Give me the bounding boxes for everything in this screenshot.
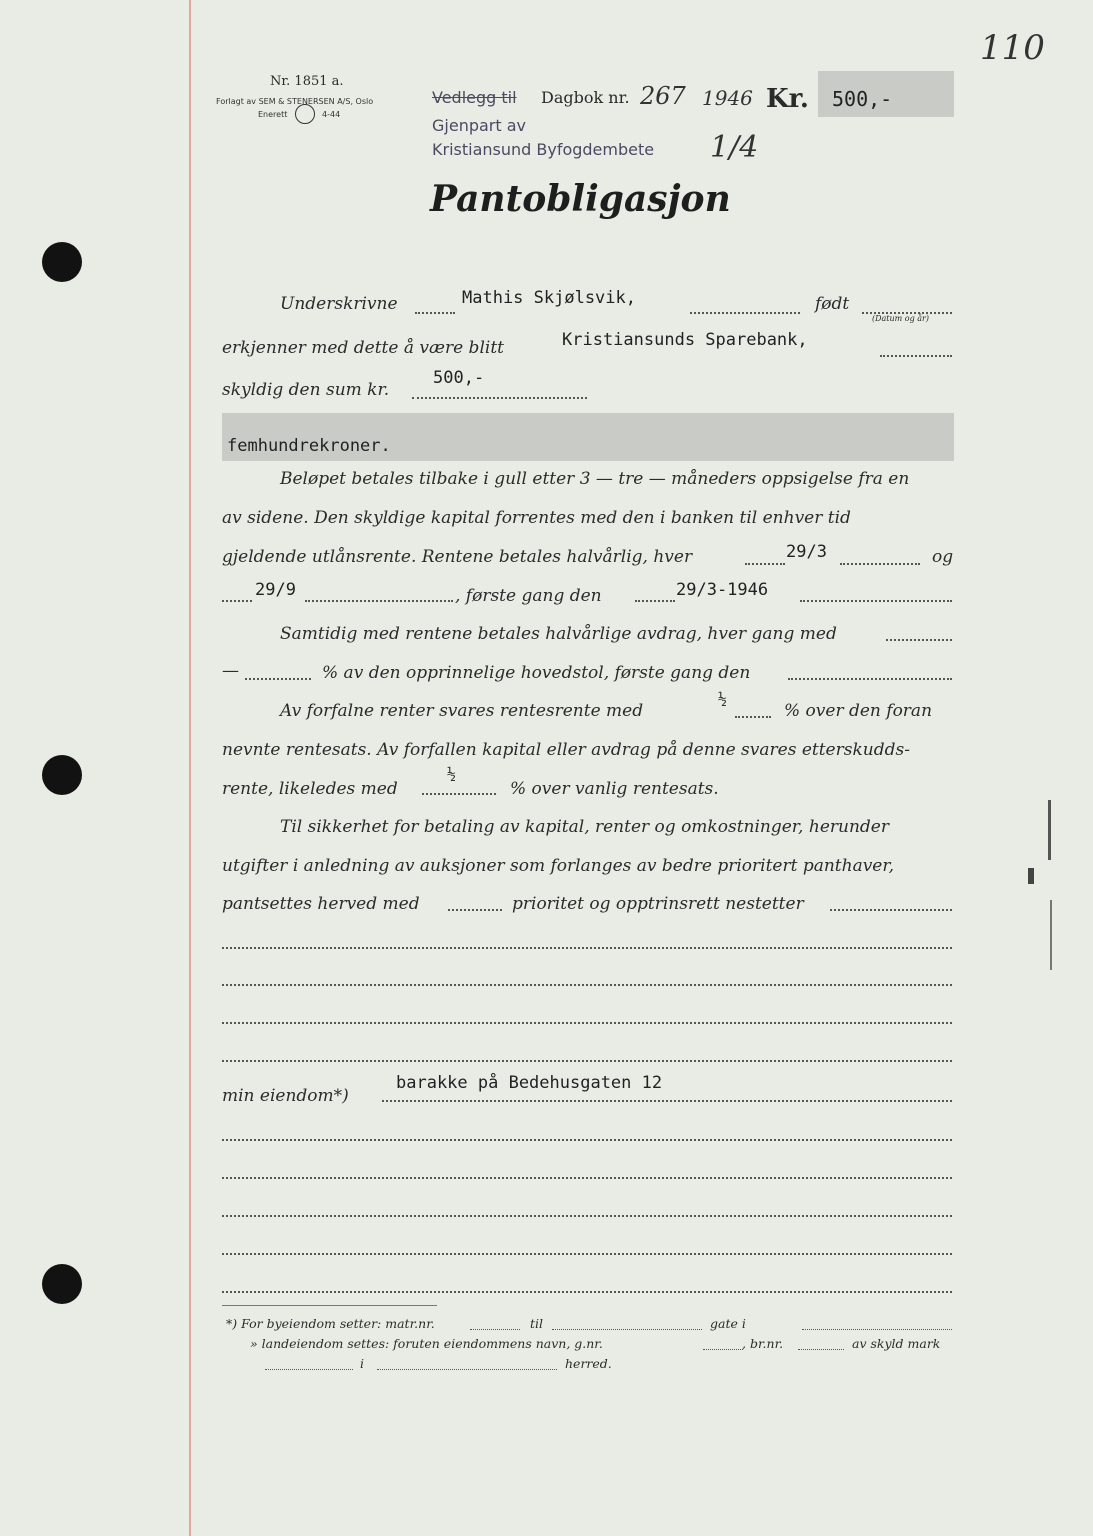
para3-line1b: % over den foran — [784, 701, 933, 721]
page-number: 110 — [980, 28, 1045, 68]
dotted-leader — [382, 1100, 952, 1102]
form-number: Nr. 1851 a. — [270, 74, 344, 89]
interest-date-2: 29/9 — [255, 580, 296, 600]
dagbok-year: 1946 — [702, 86, 753, 110]
compound-rate: ½ — [718, 690, 728, 708]
para3-line3b: % over vanlig rentesats. — [510, 779, 719, 799]
first-interest-date: 29/3-1946 — [676, 580, 769, 600]
erkj-label: erkjenner med dette å være blitt — [222, 338, 504, 358]
para3-line1: Av forfalne renter svares rentesrente med — [280, 701, 644, 721]
footnote-l2b: , br.nr. — [742, 1336, 784, 1351]
scan-mark — [1048, 800, 1051, 860]
dotted-leader — [305, 600, 453, 602]
late-rate: ½ — [447, 765, 457, 783]
dagbok-label: Dagbok nr. — [541, 88, 630, 107]
para4-line3a: pantsettes herved med — [222, 894, 420, 914]
debtor-name: Mathis Skjølsvik, — [462, 288, 636, 308]
interest-date-1: 29/3 — [786, 542, 827, 562]
blank-dotted-line — [222, 1291, 952, 1293]
amount-in-words: femhundrekroner. — [227, 436, 391, 456]
dotted-leader — [800, 600, 952, 602]
forste-gang-label: , første gang den — [455, 586, 602, 606]
scan-mark — [1028, 868, 1034, 884]
stamp-date: 1/4 — [710, 130, 759, 165]
dotted-leader — [735, 716, 771, 718]
footnote-l1c: gate i — [710, 1316, 746, 1331]
stamp-byfogd: Kristiansund Byfogdembete — [432, 140, 655, 159]
dotted-leader — [802, 1329, 952, 1330]
dagbok-number: 267 — [640, 82, 686, 110]
footnote-l2a: » landeiendom settes: foruten eiendommens navn, g.nr. — [250, 1336, 603, 1351]
publisher-date: 4-44 — [322, 110, 341, 119]
blank-dotted-line — [222, 1253, 952, 1255]
footnote-l1a: *) For byeiendom setter: matr.nr. — [226, 1316, 435, 1331]
publisher-logo-icon — [295, 104, 315, 124]
para3-line2: nevnte rentesats. Av forfallen kapital eller avdrag på denne svares etterskudds- — [222, 740, 910, 760]
blank-dotted-line — [222, 1215, 952, 1217]
creditor-name: Kristiansunds Sparebank, — [562, 330, 808, 350]
margin-rule — [189, 0, 191, 1536]
para3-line3: rente, likeledes med — [222, 779, 398, 799]
fodt-label: født — [815, 294, 850, 314]
dotted-leader — [745, 563, 785, 565]
dotted-leader — [448, 909, 502, 911]
para4-line3b: prioritet og opptrinsrett nestetter — [512, 894, 804, 914]
publisher-enerett: Enerett — [258, 110, 288, 119]
para2-line1: Samtidig med rentene betales halvårlige avdrag, hver gang med — [280, 624, 837, 644]
blank-dotted-line — [222, 947, 952, 949]
footnote-l3b: herred. — [565, 1356, 612, 1371]
publisher-line: Forlagt av SEM & STENERSEN A/S, Oslo — [216, 97, 374, 106]
dotted-leader — [415, 312, 455, 314]
dotted-leader — [880, 355, 952, 357]
dotted-leader — [788, 678, 952, 680]
stamp-vedlegg: Vedlegg til — [432, 88, 517, 107]
skyldig-label: skyldig den sum kr. — [222, 380, 390, 400]
dotted-leader — [886, 639, 952, 641]
para1-line1: Beløpet betales tilbake i gull etter 3 — tre — måneders oppsigelse fra en — [280, 469, 910, 489]
property-description: barakke på Bedehusgaten 12 — [396, 1073, 663, 1093]
og-label: og — [932, 547, 954, 567]
para2-line2: % av den opprinnelige hovedstol, første gang den — [322, 663, 751, 683]
dotted-leader — [830, 909, 952, 911]
blank-dotted-line — [222, 1139, 952, 1141]
dotted-leader — [703, 1349, 743, 1350]
sum-amount: 500,- — [433, 368, 485, 388]
dotted-leader — [840, 563, 920, 565]
dotted-leader — [245, 678, 311, 680]
blank-dotted-line — [222, 1177, 952, 1179]
eiendom-label: min eiendom*) — [222, 1086, 349, 1106]
para4-line2: utgifter i anledning av auksjoner som forlanges av bedre prioritert panthaver, — [222, 856, 895, 876]
dotted-leader — [412, 397, 587, 399]
kr-label: Kr. — [766, 84, 809, 114]
dotted-leader — [222, 600, 252, 602]
stamp-gjenpart: Gjenpart av — [432, 116, 526, 135]
para2-dash: — — [222, 661, 239, 681]
footnote-l2c: av skyld mark — [852, 1336, 941, 1351]
footnote-l1b: til — [530, 1316, 544, 1331]
dotted-leader — [265, 1369, 353, 1370]
dotted-leader — [798, 1349, 844, 1350]
dotted-leader — [635, 600, 675, 602]
punch-hole — [42, 755, 82, 795]
punch-hole — [42, 1264, 82, 1304]
footnote-l3a: i — [360, 1356, 364, 1371]
datum-note: (Datum og år) — [872, 314, 929, 323]
para1-line2: av sidene. Den skyldige kapital forrentes med den i banken til enhver tid — [222, 508, 851, 528]
dotted-leader — [470, 1329, 520, 1330]
para1-line3: gjeldende utlånsrente. Rentene betales halvårlig, hver — [222, 547, 693, 567]
dotted-leader — [690, 312, 800, 314]
footnote-rule — [222, 1305, 437, 1306]
scan-mark — [1050, 900, 1052, 970]
dotted-leader — [377, 1369, 557, 1370]
para4-line1: Til sikkerhet for betaling av kapital, renter og omkostninger, herunder — [280, 817, 889, 837]
kr-amount: 500,- — [832, 87, 893, 111]
undersk-label: Underskrivne — [280, 294, 398, 314]
punch-hole — [42, 242, 82, 282]
blank-dotted-line — [222, 984, 952, 986]
blank-dotted-line — [222, 1060, 952, 1062]
blank-dotted-line — [222, 1022, 952, 1024]
dotted-leader — [422, 793, 496, 795]
dotted-leader — [552, 1329, 702, 1330]
document-title: Pantobligasjon — [430, 178, 731, 220]
